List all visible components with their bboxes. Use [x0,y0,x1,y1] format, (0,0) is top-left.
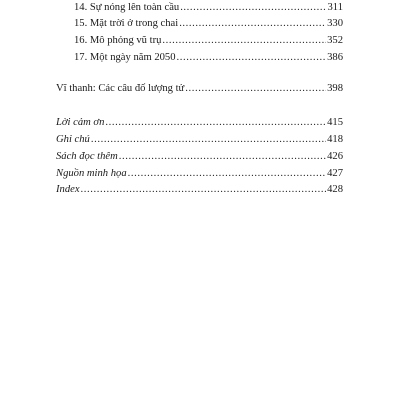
toc-entry-page-number: 398 [327,83,343,94]
dot-leader [162,34,326,48]
toc-entry-title: Index [56,184,80,195]
toc-entry-chapter-17[interactable] [74,51,343,65]
toc-entry-title: Nguồn minh họa [56,168,127,179]
toc-entry-page-number: 427 [327,168,343,179]
toc-entry-title: 14. Sự nóng lên toàn cầu [74,2,180,13]
dot-leader [105,116,326,130]
toc-entry-title: Sách đọc thêm [56,151,118,162]
dot-leader [177,51,327,65]
toc-entry-notes[interactable] [56,133,343,147]
toc-entry-page-number: 415 [327,117,343,128]
toc-entry-illustration-credits[interactable] [56,167,343,181]
dot-leader [128,167,326,181]
toc-entry-epilogue[interactable] [56,82,343,96]
dot-leader [180,1,326,15]
toc-entry-further-reading[interactable] [56,150,343,164]
toc-entry-page-number: 330 [327,18,343,29]
toc-entry-page-number: 428 [327,184,343,195]
toc-entry-page-number: 386 [327,52,343,63]
toc-entry-title: 16. Mô phỏng vũ trụ [74,35,162,46]
toc-entry-title: Vĩ thanh: Các câu đố lượng tử [56,83,185,94]
toc-entry-page-number: 426 [327,151,343,162]
toc-entry-title: Ghi chú [56,134,90,145]
toc-entry-page-number: 418 [327,134,343,145]
toc-entry-title: Lời cảm ơn [56,117,105,128]
dot-leader [185,82,326,96]
toc-entry-chapter-14[interactable] [74,1,343,15]
toc-entry-title: 15. Mặt trời ở trong chai [74,18,179,29]
toc-entry-page-number: 311 [327,2,343,13]
toc-entry-chapter-15[interactable] [74,17,343,31]
dot-leader [81,183,327,197]
dot-leader [119,150,326,164]
toc-entry-title: 17. Một ngày năm 2050 [74,52,176,63]
toc-entry-index[interactable] [56,183,343,197]
toc-entry-page-number: 352 [327,35,343,46]
toc-entry-chapter-16[interactable] [74,34,343,48]
dot-leader [91,133,326,147]
dot-leader [179,17,326,31]
toc-entry-acknowledgements[interactable] [56,116,343,130]
